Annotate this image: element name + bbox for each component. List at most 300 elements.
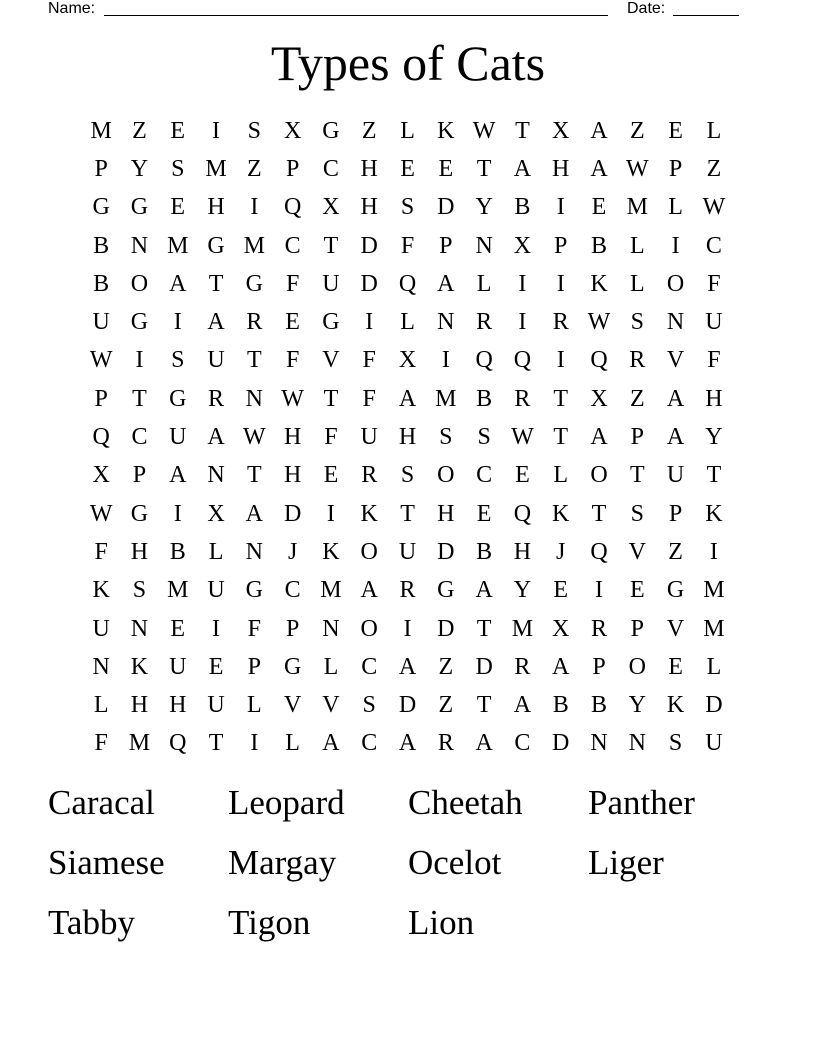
- grid-letter: C: [361, 730, 378, 757]
- grid-letter: C: [361, 653, 378, 680]
- grid-letter: T: [629, 462, 645, 489]
- grid-letter: W: [89, 500, 113, 527]
- grid-letter: Y: [705, 424, 723, 451]
- page-title: Types of Cats: [270, 35, 546, 91]
- grid-letter: N: [130, 615, 149, 642]
- grid-letter: U: [169, 424, 187, 451]
- grid-letter: D: [475, 653, 493, 680]
- grid-letter: P: [94, 155, 108, 182]
- grid-letter: A: [437, 270, 455, 297]
- grid-letter: D: [705, 692, 723, 719]
- grid-letter: B: [169, 538, 186, 565]
- grid-letter: S: [171, 347, 185, 374]
- grid-letter: A: [590, 117, 608, 144]
- grid-letter: M: [205, 155, 227, 182]
- grid-letter: W: [702, 194, 726, 221]
- grid-letter: L: [706, 117, 722, 144]
- grid-letter: R: [246, 309, 263, 336]
- grid-letter: M: [90, 117, 112, 144]
- grid-letter: B: [552, 692, 569, 719]
- grid-letter: C: [476, 462, 493, 489]
- grid-letter: I: [595, 577, 603, 604]
- grid-letter: T: [208, 730, 224, 757]
- grid-letter: R: [208, 385, 225, 412]
- grid-letter: N: [628, 730, 646, 757]
- grid-letter: U: [666, 462, 685, 489]
- grid-letter: H: [360, 155, 378, 182]
- grid-letter: S: [400, 462, 415, 489]
- grid-letter: X: [283, 117, 302, 144]
- grid-letter: E: [208, 653, 224, 680]
- grid-letter: G: [130, 309, 149, 336]
- grid-letter: L: [400, 117, 415, 144]
- grid-letter: E: [438, 155, 454, 182]
- grid-letter: F: [285, 347, 300, 374]
- grid-letter: Y: [513, 577, 532, 604]
- grid-letter: H: [169, 692, 187, 719]
- grid-letter: A: [475, 577, 493, 604]
- grid-letter: U: [92, 309, 110, 336]
- grid-letter: A: [245, 500, 263, 527]
- grid-letter: T: [553, 385, 569, 412]
- grid-letter: T: [476, 615, 492, 642]
- grid-letter: H: [207, 194, 225, 221]
- grid-letter: P: [554, 232, 568, 259]
- grid-letter: L: [629, 232, 645, 259]
- grid-letter: A: [552, 653, 570, 680]
- name-label: Name:: [48, 0, 96, 17]
- grid-letter: N: [666, 309, 685, 336]
- grid-letter: Q: [590, 347, 608, 374]
- grid-letter: Q: [398, 270, 417, 297]
- grid-letter: A: [322, 730, 340, 757]
- grid-letter: O: [360, 615, 378, 642]
- grid-letter: H: [552, 155, 570, 182]
- grid-letter: N: [322, 615, 340, 642]
- grid-letter: D: [552, 730, 570, 757]
- grid-letter: L: [629, 270, 645, 297]
- grid-letter: D: [360, 232, 378, 259]
- grid-letter: H: [705, 385, 723, 412]
- grid-letter: W: [625, 155, 649, 182]
- grid-letter: T: [323, 385, 339, 412]
- grid-letter: K: [322, 538, 340, 565]
- grid-letter: L: [93, 692, 109, 719]
- word-list: [48, 780, 768, 960]
- grid-letter: E: [668, 117, 683, 144]
- grid-letter: I: [709, 538, 718, 565]
- word-list-item: Panther: [588, 783, 695, 822]
- grid-letter: Z: [706, 155, 722, 182]
- grid-letter: N: [245, 385, 263, 412]
- grid-letter: G: [130, 194, 149, 221]
- grid-letter: A: [169, 462, 187, 489]
- grid-letter: Z: [629, 117, 645, 144]
- grid-letter: L: [208, 538, 224, 565]
- grid-letter: E: [668, 653, 683, 680]
- grid-letter: X: [513, 232, 532, 259]
- grid-letter: P: [630, 615, 644, 642]
- word-list-item: Margay: [228, 843, 337, 882]
- grid-letter: W: [472, 117, 496, 144]
- grid-letter: A: [207, 309, 225, 336]
- grid-letter: O: [590, 462, 608, 489]
- grid-letter: R: [437, 730, 454, 757]
- grid-letter: M: [243, 232, 265, 259]
- grid-letter: C: [514, 730, 531, 757]
- grid-letter: S: [400, 194, 415, 221]
- grid-letter: O: [628, 653, 646, 680]
- grid-letter: Y: [628, 692, 646, 719]
- grid-letter: N: [245, 538, 263, 565]
- grid-letter: K: [437, 117, 455, 144]
- grid-letter: A: [169, 270, 187, 297]
- grid-letter: K: [590, 270, 608, 297]
- grid-letter: Q: [92, 424, 110, 451]
- grid-letter: W: [89, 347, 113, 374]
- grid-letter: I: [173, 309, 182, 336]
- grid-letter: V: [283, 692, 302, 719]
- grid-letter: H: [130, 538, 149, 565]
- grid-letter: Z: [132, 117, 147, 144]
- grid-letter: H: [360, 194, 378, 221]
- grid-letter: E: [170, 194, 186, 221]
- grid-letter: U: [207, 692, 225, 719]
- grid-letter: R: [399, 577, 416, 604]
- grid-letter: T: [476, 692, 492, 719]
- grid-letter: S: [630, 309, 644, 336]
- grid-letter: M: [511, 615, 534, 642]
- grid-letter: W: [587, 309, 611, 336]
- grid-letter: T: [132, 385, 147, 412]
- grid-letter: K: [705, 500, 723, 527]
- grid-letter: B: [591, 692, 608, 719]
- grid-letter: S: [132, 577, 147, 604]
- grid-letter: M: [435, 385, 457, 412]
- grid-letter: U: [705, 730, 723, 757]
- grid-letter: R: [552, 309, 569, 336]
- grid-letter: Q: [513, 347, 532, 374]
- grid-letter: L: [706, 653, 722, 680]
- grid-letter: C: [131, 424, 148, 451]
- word-list-item: Lion: [408, 903, 475, 942]
- worksheet-header: [48, 0, 768, 20]
- grid-letter: I: [250, 194, 259, 221]
- grid-letter: M: [128, 730, 151, 757]
- grid-letter: K: [360, 500, 378, 527]
- grid-letter: C: [705, 232, 722, 259]
- grid-letter: X: [552, 117, 570, 144]
- grid-letter: Y: [130, 155, 149, 182]
- grid-letter: M: [703, 577, 725, 604]
- grid-letter: K: [552, 500, 570, 527]
- grid-letter: V: [628, 538, 646, 565]
- grid-letter: U: [322, 270, 340, 297]
- grid-letter: O: [130, 270, 149, 297]
- grid-letter: U: [207, 347, 225, 374]
- grid-letter: F: [285, 270, 300, 297]
- grid-letter: I: [173, 500, 182, 527]
- grid-letter: Z: [438, 692, 454, 719]
- grid-letter: L: [285, 730, 300, 757]
- grid-letter: D: [437, 615, 455, 642]
- grid-letter: I: [326, 500, 335, 527]
- grid-letter: X: [207, 500, 225, 527]
- word-list-item: Tigon: [228, 903, 311, 942]
- grid-letter: M: [703, 615, 725, 642]
- grid-letter: U: [360, 424, 378, 451]
- grid-letter: I: [556, 347, 565, 374]
- grid-letter: F: [707, 347, 721, 374]
- grid-letter: S: [630, 500, 644, 527]
- grid-letter: Q: [513, 500, 532, 527]
- grid-letter: G: [666, 577, 685, 604]
- grid-letter: T: [208, 270, 224, 297]
- grid-letter: Z: [629, 385, 645, 412]
- grid-letter: I: [556, 194, 565, 221]
- word-list-item: Cheetah: [408, 783, 523, 822]
- grid-letter: N: [130, 232, 149, 259]
- grid-letter: L: [400, 309, 415, 336]
- grid-letter: S: [439, 424, 453, 451]
- grid-letter: G: [283, 653, 302, 680]
- grid-letter: S: [668, 730, 683, 757]
- grid-letter: O: [666, 270, 685, 297]
- grid-letter: R: [591, 615, 608, 642]
- grid-letter: C: [284, 577, 301, 604]
- grid-letter: E: [476, 500, 492, 527]
- word-list-item: Caracal: [48, 783, 155, 822]
- grid-letter: D: [437, 194, 455, 221]
- grid-letter: T: [706, 462, 722, 489]
- grid-letter: E: [170, 117, 186, 144]
- grid-letter: B: [476, 538, 493, 565]
- grid-letter: H: [398, 424, 417, 451]
- grid-letter: Q: [169, 730, 187, 757]
- grid-letter: W: [511, 424, 534, 451]
- grid-letter: T: [400, 500, 415, 527]
- grid-letter: U: [398, 538, 417, 565]
- grid-letter: I: [135, 347, 144, 374]
- grid-letter: F: [707, 270, 721, 297]
- grid-letter: W: [281, 385, 304, 412]
- grid-letter: M: [167, 232, 189, 259]
- grid-letter: R: [514, 385, 531, 412]
- grid-letter: B: [514, 194, 531, 221]
- grid-letter: H: [513, 538, 532, 565]
- grid-letter: M: [167, 577, 189, 604]
- grid-letter: A: [513, 155, 532, 182]
- grid-letter: A: [398, 653, 417, 680]
- grid-letter: A: [590, 424, 608, 451]
- grid-letter: K: [666, 692, 685, 719]
- grid-letter: D: [437, 538, 455, 565]
- grid-letter: T: [591, 500, 607, 527]
- grid-letter: P: [630, 424, 644, 451]
- grid-letter: N: [437, 309, 455, 336]
- grid-letter: R: [361, 462, 378, 489]
- grid-letter: J: [287, 538, 298, 565]
- grid-letter: S: [477, 424, 491, 451]
- grid-letter: E: [285, 309, 300, 336]
- grid-letter: T: [247, 462, 262, 489]
- grid-letter: D: [283, 500, 302, 527]
- grid-letter: H: [130, 692, 149, 719]
- grid-letter: M: [626, 194, 648, 221]
- grid-letter: I: [518, 270, 527, 297]
- grid-letter: E: [323, 462, 339, 489]
- grid-letter: E: [170, 615, 186, 642]
- grid-letter: S: [171, 155, 185, 182]
- word-list-item: Ocelot: [408, 843, 502, 882]
- grid-letter: B: [591, 232, 608, 259]
- grid-letter: N: [475, 232, 493, 259]
- grid-letter: D: [360, 270, 378, 297]
- grid-letter: L: [247, 692, 262, 719]
- grid-letter: X: [552, 615, 570, 642]
- grid-letter: K: [92, 577, 110, 604]
- grid-letter: O: [360, 538, 378, 565]
- grid-letter: N: [92, 653, 110, 680]
- grid-letter: Q: [590, 538, 608, 565]
- grid-letter: V: [666, 347, 685, 374]
- grid-letter: U: [92, 615, 110, 642]
- grid-letter: P: [285, 155, 300, 182]
- grid-letter: H: [283, 462, 302, 489]
- grid-letter: L: [476, 270, 492, 297]
- name-blank-line: [104, 15, 608, 16]
- grid-letter: X: [322, 194, 340, 221]
- word-list-item: Liger: [588, 843, 664, 882]
- grid-letter: F: [400, 232, 415, 259]
- grid-letter: J: [556, 538, 566, 565]
- grid-letter: G: [322, 117, 340, 144]
- grid-letter: H: [437, 500, 455, 527]
- grid-letter: E: [515, 462, 530, 489]
- grid-letter: L: [668, 194, 683, 221]
- grid-letter: Z: [361, 117, 377, 144]
- grid-letter: P: [668, 500, 683, 527]
- grid-letter: A: [475, 730, 493, 757]
- grid-letter: L: [553, 462, 569, 489]
- grid-letter: F: [362, 347, 376, 374]
- grid-letter: P: [132, 462, 147, 489]
- grid-letter: C: [284, 232, 301, 259]
- grid-letter: I: [671, 232, 680, 259]
- grid-letter: Q: [283, 194, 302, 221]
- grid-letter: V: [322, 692, 340, 719]
- grid-letter: R: [629, 347, 646, 374]
- grid-letter: B: [476, 385, 493, 412]
- grid-letter: H: [283, 424, 302, 451]
- grid-letter: A: [666, 385, 685, 412]
- grid-letter: G: [437, 577, 455, 604]
- grid-letter: F: [94, 730, 108, 757]
- grid-letter: A: [207, 424, 225, 451]
- grid-letter: T: [323, 232, 339, 259]
- grid-letter: E: [591, 194, 607, 221]
- grid-letter: G: [92, 194, 110, 221]
- grid-letter: Z: [438, 653, 454, 680]
- grid-letter: G: [207, 232, 225, 259]
- grid-letter: A: [666, 424, 685, 451]
- grid-letter: C: [322, 155, 339, 182]
- grid-letter: W: [243, 424, 266, 451]
- grid-letter: R: [514, 653, 531, 680]
- grid-letter: T: [247, 347, 262, 374]
- grid-letter: P: [285, 615, 300, 642]
- grid-letter: F: [324, 424, 338, 451]
- grid-letter: U: [169, 653, 187, 680]
- grid-letter: G: [130, 500, 149, 527]
- word-list-item: Leopard: [228, 783, 345, 822]
- word-list-item: Tabby: [48, 903, 135, 942]
- grid-letter: I: [518, 309, 527, 336]
- grid-letter: O: [437, 462, 455, 489]
- grid-letter: P: [247, 653, 262, 680]
- grid-letter: T: [476, 155, 492, 182]
- grid-letter: G: [245, 270, 263, 297]
- letter-grid: [82, 112, 733, 763]
- grid-letter: Z: [247, 155, 262, 182]
- grid-letter: M: [320, 577, 342, 604]
- grid-letter: I: [212, 615, 221, 642]
- grid-letter: D: [398, 692, 417, 719]
- grid-letter: E: [400, 155, 415, 182]
- grid-letter: I: [556, 270, 565, 297]
- grid-letter: S: [362, 692, 376, 719]
- grid-letter: A: [398, 730, 417, 757]
- grid-letter: E: [629, 577, 645, 604]
- grid-letter: T: [515, 117, 530, 144]
- grid-letter: N: [590, 730, 608, 757]
- grid-letter: V: [322, 347, 340, 374]
- grid-letter: I: [250, 730, 259, 757]
- grid-letter: P: [592, 653, 606, 680]
- grid-letter: P: [439, 232, 453, 259]
- grid-letter: L: [323, 653, 339, 680]
- grid-letter: B: [93, 232, 110, 259]
- grid-letter: X: [92, 462, 110, 489]
- grid-letter: P: [94, 385, 108, 412]
- grid-letter: E: [553, 577, 569, 604]
- grid-letter: K: [130, 653, 149, 680]
- grid-letter: A: [398, 385, 417, 412]
- grid-letter: A: [590, 155, 608, 182]
- grid-letter: Q: [475, 347, 493, 374]
- grid-letter: R: [476, 309, 493, 336]
- grid-letter: A: [360, 577, 378, 604]
- grid-letter: G: [245, 577, 263, 604]
- grid-letter: B: [93, 270, 110, 297]
- date-label: Date:: [627, 0, 666, 17]
- grid-letter: I: [365, 309, 374, 336]
- grid-letter: V: [666, 615, 685, 642]
- grid-letter: U: [207, 577, 225, 604]
- grid-letter: G: [322, 309, 340, 336]
- grid-letter: S: [247, 117, 262, 144]
- grid-letter: X: [590, 385, 608, 412]
- grid-letter: A: [513, 692, 532, 719]
- grid-letter: T: [553, 424, 569, 451]
- grid-letter: Z: [668, 538, 683, 565]
- grid-letter: N: [207, 462, 225, 489]
- grid-letter: I: [212, 117, 221, 144]
- grid-letter: F: [362, 385, 376, 412]
- grid-letter: P: [668, 155, 683, 182]
- grid-letter: G: [169, 385, 187, 412]
- grid-letter: I: [403, 615, 412, 642]
